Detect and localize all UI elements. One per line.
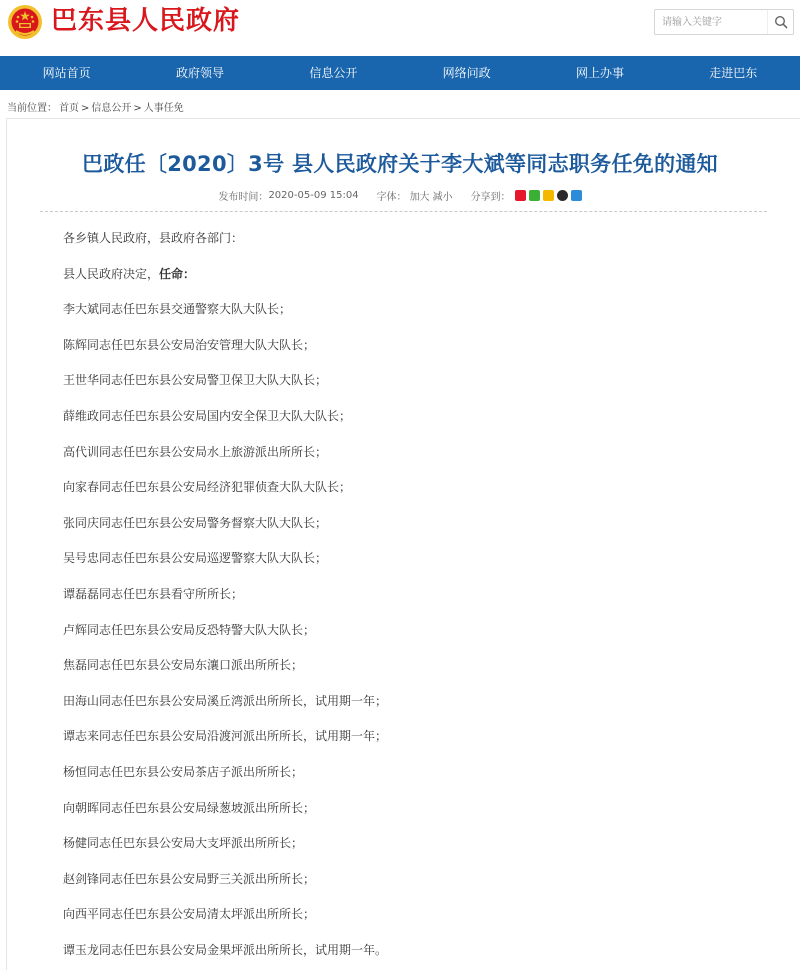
font-smaller-button[interactable]: 减小 <box>432 192 453 203</box>
breadcrumb-separator: > <box>81 103 90 114</box>
nav-item-about-badong[interactable]: 走进巴东 <box>709 66 758 80</box>
search-input[interactable] <box>655 10 767 34</box>
more-share-icon[interactable] <box>571 190 582 201</box>
appointment-item: 赵剑锋同志任巴东县公安局野三关派出所所长； <box>63 871 316 886</box>
appointment-item: 张同庆同志任巴东县公安局警务督察大队大队长； <box>63 515 328 530</box>
decision-prefix: 县人民政府决定， <box>63 266 160 281</box>
nav-item-online-services[interactable]: 网上办事 <box>575 66 624 80</box>
share-label: 分享到： <box>470 192 511 203</box>
appointment-item: 向西平同志任巴东县公安局清太坪派出所所长； <box>63 907 316 922</box>
appointment-item: 谭玉龙同志任巴东县公安局金果坪派出所所长，试用期一年。 <box>63 942 388 957</box>
appointment-item: 向朝晖同志任巴东县公安局绿葱坡派出所所长； <box>63 800 316 815</box>
search-box <box>654 9 794 35</box>
published-label: 发布时间： <box>218 192 269 203</box>
nav-item-home[interactable]: 网站首页 <box>42 66 91 80</box>
nav-item-online-inquiry[interactable]: 网络问政 <box>442 66 491 80</box>
appointment-item: 陈辉同志任巴东县公安局治安管理大队大队长； <box>63 337 316 352</box>
appointment-item: 谭志来同志任巴东县公安局沿渡河派出所所长，试用期一年； <box>63 729 388 744</box>
breadcrumb-separator: > <box>133 103 142 114</box>
qq-share-icon[interactable] <box>557 190 568 201</box>
appointment-item: 高代训同志任巴东县公安局水上旅游派出所所长； <box>63 444 328 459</box>
decision-bold: 任命： <box>159 266 196 281</box>
breadcrumb <box>7 99 186 114</box>
weibo-share-icon[interactable] <box>515 190 526 201</box>
nav-item-leaders[interactable]: 政府领导 <box>175 66 224 80</box>
wechat-share-icon[interactable] <box>529 190 540 201</box>
search-icon <box>774 15 788 29</box>
title-divider <box>40 211 767 212</box>
salutation: 各乡镇人民政府，县政府各部门： <box>63 231 244 245</box>
site-header <box>0 0 800 56</box>
site-title[interactable]: 巴东县人民政府 <box>51 6 241 36</box>
appointment-item: 吴号忠同志任巴东县公安局巡逻警察大队大队长； <box>63 551 328 566</box>
decision-line <box>63 264 763 300</box>
appointment-item: 向家春同志任巴东县公安局经济犯罪侦查大队大队长； <box>63 480 352 495</box>
appointment-item: 杨恒同志任巴东县公安局茶店子派出所所长； <box>63 764 304 779</box>
appointment-item: 卢辉同志任巴东县公安局反恐特警大队大队长； <box>63 622 316 637</box>
article-body <box>63 228 763 970</box>
share-icons <box>515 190 582 201</box>
article-title: 巴政任〔2020〕3号 县人民政府关于李大斌等同志职务任免的通知 <box>82 152 718 176</box>
breadcrumb-item-info-disclosure[interactable]: 信息公开 <box>91 103 132 114</box>
appointment-item: 薛维政同志任巴东县公安局国内安全保卫大队大队长； <box>63 408 352 423</box>
article-meta <box>0 188 800 203</box>
font-size-label: 字体： <box>376 192 407 203</box>
appointment-item: 王世华同志任巴东县公安局警卫保卫大队大队长； <box>63 373 328 388</box>
font-larger-button[interactable]: 加大 <box>409 192 430 203</box>
qzone-share-icon[interactable] <box>543 190 554 201</box>
appointment-item: 杨健同志任巴东县公安局大支坪派出所所长； <box>63 836 304 851</box>
main-nav <box>0 56 800 90</box>
appointment-item: 田海山同志任巴东县公安局溪丘湾派出所所长，试用期一年； <box>63 693 388 708</box>
national-emblem-icon[interactable] <box>7 4 43 40</box>
breadcrumb-item-home[interactable]: 首页 <box>59 103 79 114</box>
appointment-item: 李大斌同志任巴东县交通警察大队大队长； <box>63 302 292 317</box>
search-button[interactable] <box>767 10 793 34</box>
appointment-item: 焦磊同志任巴东县公安局东瀼口派出所所长； <box>63 658 304 673</box>
appointment-item: 谭磊磊同志任巴东县看守所所长； <box>63 586 244 601</box>
nav-item-info-disclosure[interactable]: 信息公开 <box>309 66 358 80</box>
breadcrumb-item-personnel[interactable]: 人事任免 <box>143 103 184 114</box>
published-value: 2020-05-09 15:04 <box>268 190 359 201</box>
breadcrumb-prefix: 当前位置： <box>7 103 57 114</box>
